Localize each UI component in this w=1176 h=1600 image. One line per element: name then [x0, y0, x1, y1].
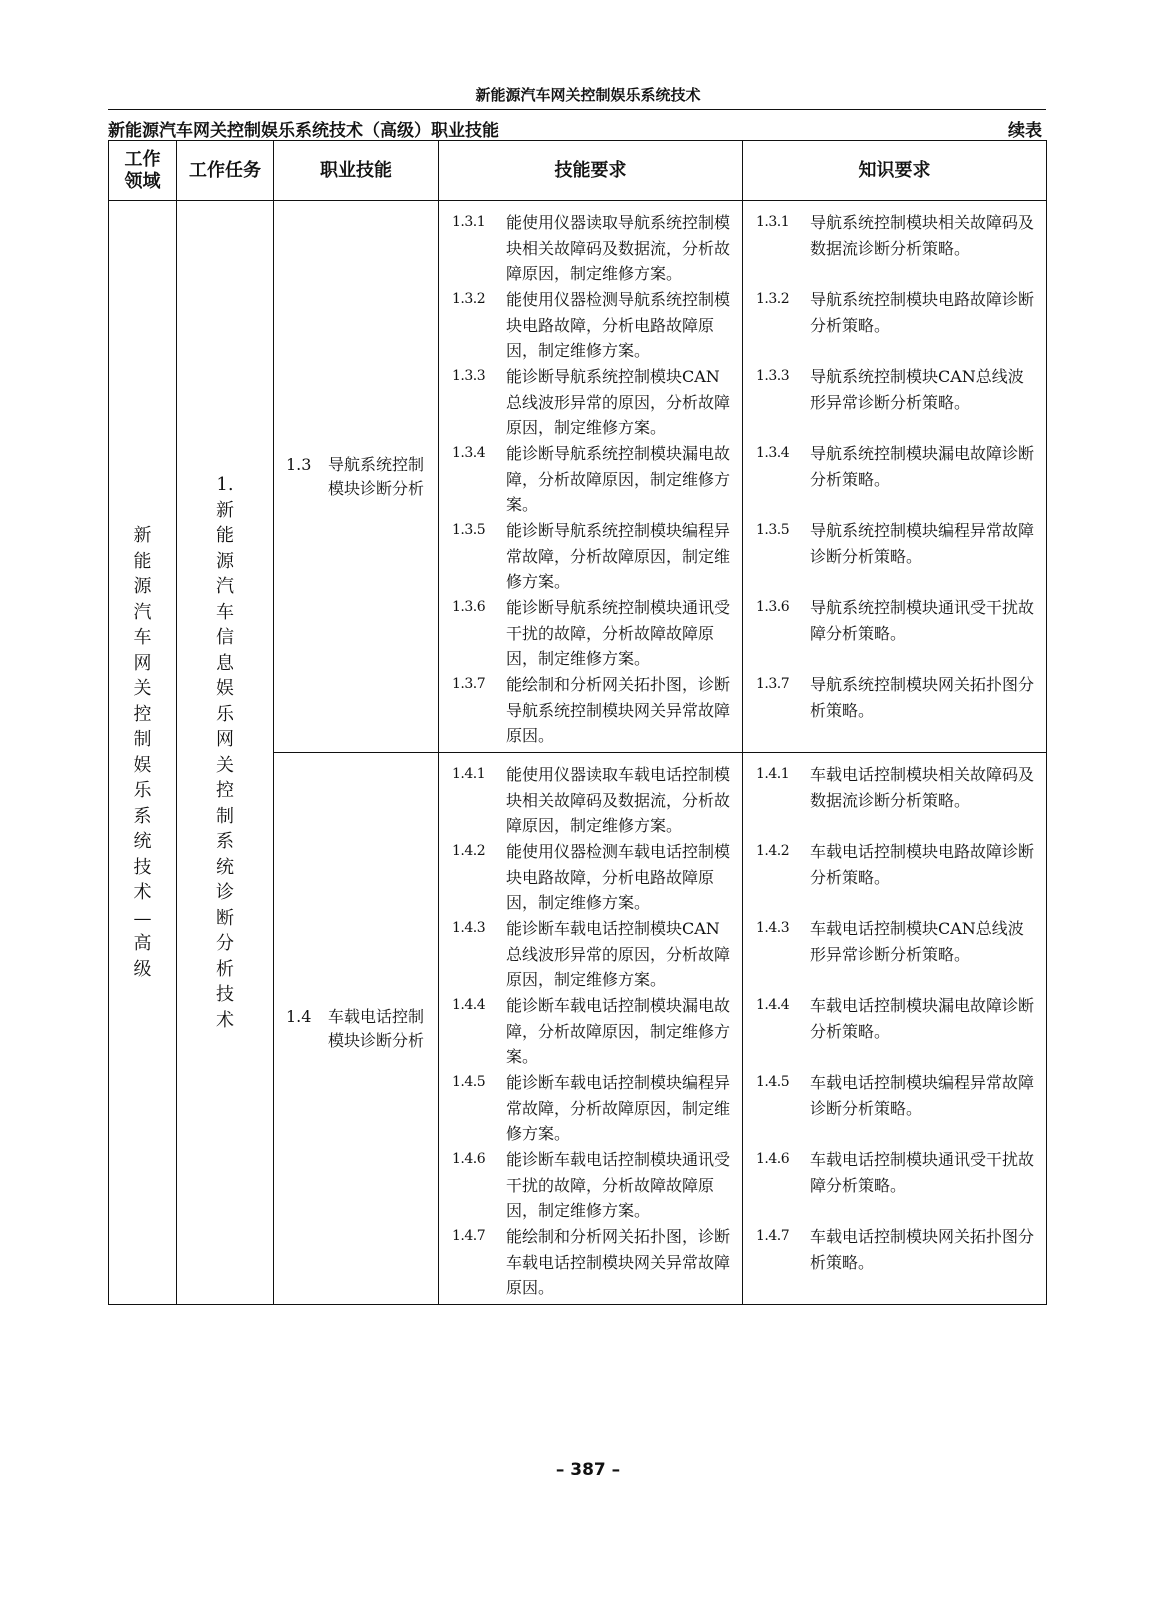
- skill-cell: [274, 201, 439, 753]
- task-cell: [177, 201, 274, 1305]
- list-item: 1.4.4 车载电话控制模块漏电故障诊断分析策略。: [756, 996, 1035, 1041]
- list-item: 1.3.5 导航系统控制模块编程异常故障诊断分析策略。: [756, 521, 1035, 566]
- list-item: 1.3.6 能诊断导航系统控制模块通讯受干扰的故障，分析故障故障原因，制定维修方案。: [452, 598, 731, 668]
- list-item: 1.4.6 能诊断车载电话控制模块通讯受干扰的故障，分析故障故障原因，制定维修方案。: [452, 1150, 731, 1220]
- list-item: 1.4.7 车载电话控制模块网关拓扑图分析策略。: [756, 1227, 1035, 1272]
- list-item: 1.4.3 车载电话控制模块CAN总线波形异常诊断分析策略。: [756, 919, 1024, 964]
- list-item: 1.3.7 导航系统控制模块网关拓扑图分析策略。: [756, 675, 1035, 720]
- list-item: 1.3.4 能诊断导航系统控制模块漏电故障，分析故障原因，制定维修方案。: [452, 444, 731, 514]
- work-domain: 新能源汽车网关控制娱乐系统技术—高级: [133, 525, 152, 980]
- section-title-bar: [108, 113, 1046, 139]
- list-item: 1.3.2 导航系统控制模块电路故障诊断分析策略。: [756, 290, 1035, 335]
- list-item: 1.3.5 能诊断导航系统控制模块编程异常故障，分析故障原因，制定维修方案。: [452, 521, 731, 591]
- work-task: 1.新能源汽车信息娱乐网关控制系统诊断分析技术: [216, 474, 234, 1031]
- header-rule: [108, 109, 1046, 110]
- list-item: 1.3.7 能绘制和分析网关拓扑图，诊断导航系统控制模块网关异常故障原因。: [452, 675, 731, 745]
- list-item: 1.4.2 车载电话控制模块电路故障诊断分析策略。: [756, 842, 1035, 887]
- table-row: [109, 201, 1047, 753]
- continued-label: 续表: [1008, 121, 1042, 141]
- header-skill: 职业技能: [274, 141, 439, 201]
- skill-cell: [274, 753, 439, 1305]
- page-number: – 387 –: [555, 1460, 621, 1480]
- list-item: 1.4.3 能诊断车载电话控制模块CAN总线波形异常的原因，分析故障原因，制定维修方案。: [452, 919, 731, 989]
- header-skill-requirements: 技能要求: [439, 141, 743, 201]
- list-item: 1.3.1 导航系统控制模块相关故障码及数据流诊断分析策略。: [756, 213, 1035, 258]
- list-item: 1.3.2 能使用仪器检测导航系统控制模块电路故障，分析电路故障原因，制定维修方案。: [452, 290, 731, 360]
- list-item: 1.3.3 能诊断导航系统控制模块CAN总线波形异常的原因，分析故障原因，制定维修方案。: [452, 367, 731, 437]
- skill-requirements-cell: [439, 201, 743, 753]
- list-item: 1.4.2 能使用仪器检测车载电话控制模块电路故障，分析电路故障原因，制定维修方案。: [452, 842, 731, 912]
- list-item: 1.3.6 导航系统控制模块通讯受干扰故障分析策略。: [756, 598, 1035, 643]
- section-title: 新能源汽车网关控制娱乐系统技术（高级）职业技能: [108, 121, 499, 141]
- list-item: 1.4.5 能诊断车载电话控制模块编程异常故障，分析故障原因，制定维修方案。: [452, 1073, 731, 1143]
- list-item: 1.4.4 能诊断车载电话控制模块漏电故障，分析故障原因，制定维修方案。: [452, 996, 731, 1066]
- skill-name: 1.3 导航系统控制模块诊断分析: [286, 454, 425, 498]
- list-item: 1.4.1 车载电话控制模块相关故障码及数据流诊断分析策略。: [756, 765, 1035, 810]
- skill-name: 1.4 车载电话控制模块诊断分析: [286, 1006, 425, 1050]
- knowledge-requirements-cell: [743, 201, 1047, 753]
- header-knowledge-requirements: 知识要求: [743, 141, 1047, 201]
- knowledge-requirements-cell: [743, 753, 1047, 1305]
- list-item: 1.3.1 能使用仪器读取导航系统控制模块相关故障码及数据流，分析故障原因，制定维修方案。: [452, 213, 731, 283]
- list-item: 1.4.7 能绘制和分析网关拓扑图，诊断车载电话控制模块网关异常故障原因。: [452, 1227, 731, 1297]
- domain-cell: [109, 201, 177, 1305]
- list-item: 1.4.1 能使用仪器读取车载电话控制模块相关故障码及数据流，分析故障原因，制定维修方案。: [452, 765, 731, 835]
- skills-table: [108, 140, 1047, 1305]
- running-head: 新能源汽车网关控制娱乐系统技术: [475, 86, 701, 104]
- list-item: 1.3.3 导航系统控制模块CAN总线波形异常诊断分析策略。: [756, 367, 1024, 412]
- list-item: 1.4.6 车载电话控制模块通讯受干扰故障分析策略。: [756, 1150, 1035, 1195]
- skill-requirements-cell: [439, 753, 743, 1305]
- list-item: 1.4.5 车载电话控制模块编程异常故障诊断分析策略。: [756, 1073, 1035, 1118]
- table-header-row: [109, 141, 1047, 201]
- list-item: 1.3.4 导航系统控制模块漏电故障诊断分析策略。: [756, 444, 1035, 489]
- header-domain: 工作领域: [109, 141, 177, 201]
- header-task: 工作任务: [177, 141, 274, 201]
